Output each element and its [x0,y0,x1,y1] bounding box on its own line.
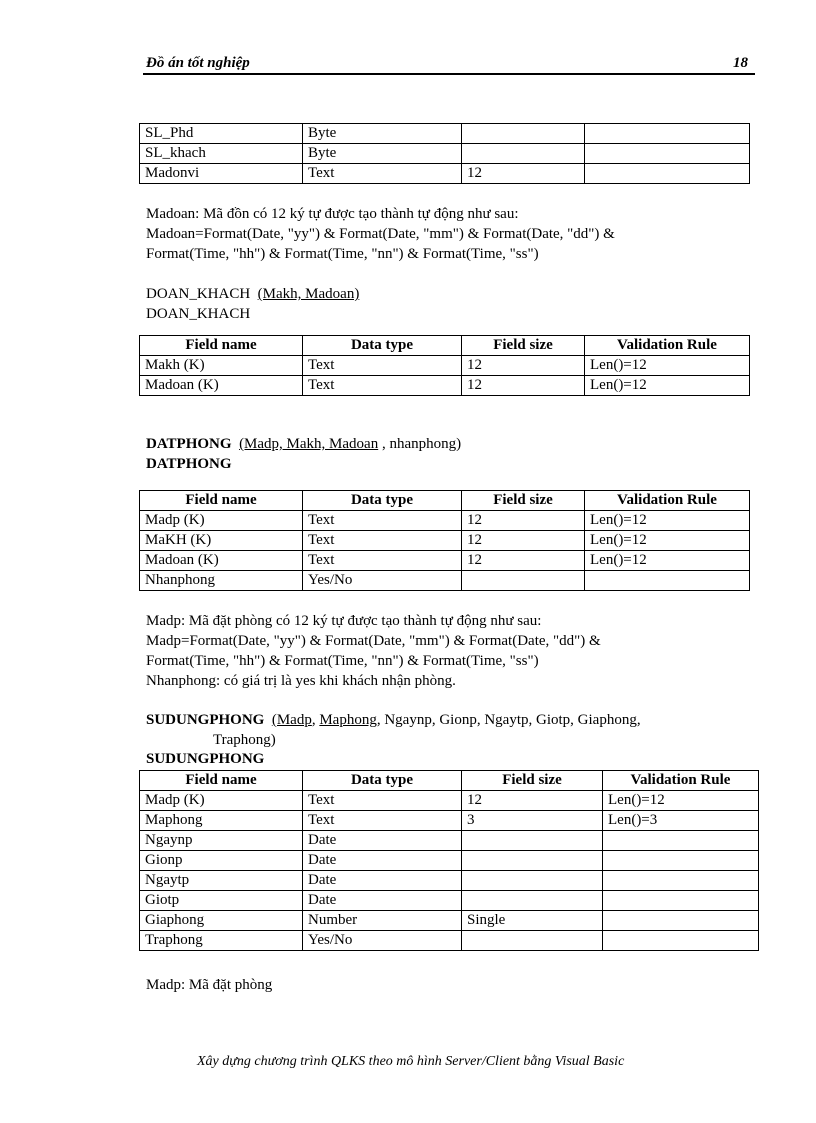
table-cell [603,871,759,891]
table-cell: Len()=12 [585,356,750,376]
header-rule [143,73,755,75]
table-cell: Single [462,911,603,931]
table-cell: Text [303,164,462,184]
table-cell: Ngaynp [140,831,303,851]
table-cell [462,931,603,951]
table-row [140,871,759,891]
table-cell: 12 [462,376,585,396]
table-cell [462,831,603,851]
document-header-title: Đồ án tốt nghiệp [146,55,250,71]
table-cell [585,144,750,164]
madp-note-line: Madp=Format(Date, "yy") & Format(Date, "mm") & Format(Date, "dd") & [146,633,601,649]
table-cell: Text [303,376,462,396]
column-header: Field name [140,336,303,356]
sudungphong-rest: , Ngaynp, Gionp, Ngaytp, Giotp, Giaphong, [376,712,641,728]
sudungphong-heading [146,710,750,730]
table-cell: Ngaytp [140,871,303,891]
table-cell [603,891,759,911]
table-row [140,831,759,851]
table-cell: Len()=12 [585,376,750,396]
doan-khach-name: DOAN_KHACH [146,286,251,302]
column-header: Validation Rule [585,336,750,356]
table-cell [462,851,603,871]
table-row [140,891,759,911]
table-cell: MaKH (K) [140,531,303,551]
table-row [140,551,750,571]
sudungphong-key2: Maphong [319,712,377,728]
table-row [140,511,750,531]
table-cell: Makh (K) [140,356,303,376]
table-cell [462,871,603,891]
sudungphong-heading-cont: Traphong) [213,732,276,748]
column-header: Validation Rule [585,491,750,511]
table-row [140,571,750,591]
table-cell: SL_Phd [140,124,303,144]
table-row [140,931,759,951]
madp-note-line: Format(Time, "hh") & Format(Time, "nn") & Format(Time, "ss") [146,653,539,669]
table-row [140,791,759,811]
table-cell [585,164,750,184]
table-cell: Date [303,831,462,851]
table-cell: Madp (K) [140,511,303,531]
table-cell: Len()=3 [603,811,759,831]
sudungphong-subtitle: SUDUNGPHONG [146,751,265,767]
table-cell: Text [303,551,462,571]
table-cell: Byte [303,144,462,164]
table-cell [603,831,759,851]
table-cell: Gionp [140,851,303,871]
table-cell: 12 [462,511,585,531]
table-cell [603,911,759,931]
table-cell: Giaphong [140,911,303,931]
table-cell: Giotp [140,891,303,911]
table-cell: Traphong [140,931,303,951]
table-cell [462,124,585,144]
datphong-rest: , nhanphong) [381,436,462,452]
table-cell [462,571,585,591]
table-cell: Text [303,791,462,811]
table-cell: Len()=12 [603,791,759,811]
table-cell: Yes/No [303,931,462,951]
madoan-note-line: Madoan=Format(Date, "yy") & Format(Date, "mm") & Format(Date, "dd") & [146,226,615,242]
table-cell: Text [303,811,462,831]
table-cell: 12 [462,164,585,184]
table-cell [462,144,585,164]
table-cell: Text [303,531,462,551]
table-cell: Madoan (K) [140,551,303,571]
table-row [140,531,750,551]
table-row [140,164,750,184]
table-cell: Len()=12 [585,551,750,571]
column-header: Data type [303,771,462,791]
table-cell: Len()=12 [585,511,750,531]
sudungphong-name: SUDUNGPHONG [146,712,265,728]
madp-note [146,611,601,691]
table-sudungphong [139,770,759,951]
table-cell: Date [303,851,462,871]
datphong-keys: (Madp, Makh, Madoan [239,436,379,452]
doan-khach-keys: (Makh, Madoan) [257,286,360,302]
column-header: Validation Rule [603,771,759,791]
page-number: 18 [733,55,748,71]
table-cell: Byte [303,124,462,144]
table-cell: Madonvi [140,164,303,184]
column-header: Data type [303,491,462,511]
table-cell: Number [303,911,462,931]
final-note: Madp: Mã đặt phòng [146,977,273,993]
sudungphong-key1: (Madp [271,712,312,728]
column-header: Field size [462,336,585,356]
madoan-note-line: Format(Time, "hh") & Format(Time, "nn") & Format(Time, "ss") [146,246,539,262]
table-row [140,811,759,831]
table-cell: Date [303,891,462,911]
madp-note-line: Madp: Mã đặt phòng có 12 ký tự được tạo thành tự động như sau: [146,613,542,629]
table-row [140,376,750,396]
table-row [140,356,750,376]
table-row [140,911,759,931]
table-cell: Len()=12 [585,531,750,551]
table-cell [585,124,750,144]
doan-khach-subtitle: DOAN_KHACH [146,306,251,322]
table-continuation [139,123,750,184]
table-cell: Yes/No [303,571,462,591]
document-footer: Xây dựng chương trình QLKS theo mô hình Server/Client bằng Visual Basic [197,1054,625,1069]
column-header: Data type [303,336,462,356]
table-datphong [139,490,750,591]
datphong-name: DATPHONG [146,436,232,452]
table-cell [462,891,603,911]
table-row [140,124,750,144]
table-cell: 12 [462,551,585,571]
column-header: Field name [140,491,303,511]
table-cell: Date [303,871,462,891]
table-cell [603,931,759,951]
column-header: Field size [462,771,603,791]
madoan-note [146,204,615,264]
table-cell: 12 [462,531,585,551]
table-row [140,851,759,871]
datphong-subtitle: DATPHONG [146,456,232,472]
table-cell: 12 [462,791,603,811]
table-cell [585,571,750,591]
table-cell: Text [303,511,462,531]
table-cell [603,851,759,871]
table-cell: Maphong [140,811,303,831]
table-cell: Madoan (K) [140,376,303,396]
sudungphong-sep: , [311,712,320,728]
table-cell: Text [303,356,462,376]
madoan-note-line: Madoan: Mã đồn có 12 ký tự được tạo thành tự động như sau: [146,206,519,222]
table-cell: Nhanphong [140,571,303,591]
madp-note-line: Nhanphong: có giá trị là yes khi khách nhận phòng. [146,673,456,689]
doan-khach-heading [146,284,359,304]
table-cell: 3 [462,811,603,831]
table-cell: SL_khach [140,144,303,164]
table-cell: 12 [462,356,585,376]
datphong-heading [146,434,461,454]
table-doan-khach [139,335,750,396]
column-header: Field name [140,771,303,791]
column-header: Field size [462,491,585,511]
table-cell: Madp (K) [140,791,303,811]
table-row [140,144,750,164]
